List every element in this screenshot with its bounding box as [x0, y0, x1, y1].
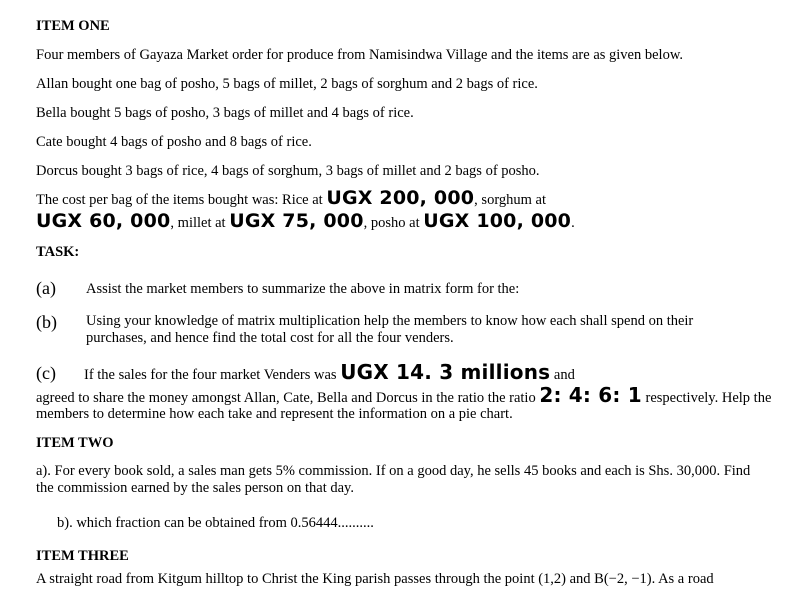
task-c-text3: agreed to share the money amongst Allan, Cate, Bella and Dorcus in the ratio the ratio: [36, 390, 540, 406]
item-one-heading: ITEM ONE: [36, 18, 110, 34]
item-two-b-text: b). which fraction can be obtained from 0.56444..........: [57, 515, 374, 531]
task-c-line-1: [36, 360, 575, 384]
rice-price: UGX 200, 000: [326, 187, 475, 209]
share-ratio: 2: 4: 6: 1: [539, 383, 642, 407]
task-a-text: Assist the market members to summarize the above in matrix form for the:: [86, 281, 520, 297]
item-two-heading: ITEM TWO: [36, 435, 114, 451]
posho-label: , posho at: [363, 215, 424, 231]
millet-price: UGX 75, 000: [229, 210, 364, 232]
cost-line-2: [36, 212, 575, 232]
task-heading: TASK:: [36, 244, 80, 260]
task-b-label: (b): [36, 312, 57, 332]
posho-price: UGX 100, 000: [423, 210, 572, 232]
task-c-text2: and: [550, 367, 575, 383]
task-c-text4: respectively. Help the: [641, 390, 772, 406]
task-a-label: (a): [36, 278, 56, 298]
allan-purchase: Allan bought one bag of posho, 5 bags of millet, 2 bags of sorghum and 2 bags of rice.: [36, 76, 538, 92]
task-c-line-3: [36, 405, 513, 423]
item-one-intro: Four members of Gayaza Market order for produce from Namisindwa Village and the items are as given below.: [36, 47, 683, 63]
sorghum-price: UGX 60, 000: [36, 210, 171, 232]
task-c-line-2: [36, 383, 772, 407]
item-two-a-text: a). For every book sold, a sales man gets 5% commission. If on a good day, he sells 45 books and each is Shs. 30,000. Find the commission earned by the sales person on that day.: [36, 463, 751, 496]
task-c-text1: If the sales for the four market Venders was: [83, 367, 341, 383]
cate-purchase: Cate bought 4 bags of posho and 8 bags of rice.: [36, 134, 312, 150]
dorcus-purchase: Dorcus bought 3 bags of rice, 4 bags of sorghum, 3 bags of millet and 2 bags of posho.: [36, 163, 540, 179]
cost-end: .: [571, 215, 575, 231]
item-three-heading: ITEM THREE: [36, 548, 129, 564]
sales-amount: UGX 14. 3 millions: [340, 360, 551, 384]
task-b-text: Using your knowledge of matrix multiplication help the members to know how each shall spend on their purchases, and hence find the total cost for all the four venders.: [86, 313, 694, 346]
millet-label: , millet at: [170, 215, 230, 231]
item-three-text: A straight road from Kitgum hilltop to Christ the King parish passes through the point (1,2) and B(−2, −1). As a road: [36, 571, 714, 587]
sorghum-label: , sorghum at: [474, 192, 546, 208]
bella-purchase: Bella bought 5 bags of posho, 3 bags of millet and 4 bags of rice.: [36, 105, 414, 121]
task-c-label: (c): [36, 363, 56, 383]
cost-line-1: [36, 189, 546, 209]
cost-prefix: The cost per bag of the items bought was: Rice at: [36, 192, 327, 208]
task-c-text5: members to determine how each take and represent the information on a pie chart.: [36, 406, 513, 422]
